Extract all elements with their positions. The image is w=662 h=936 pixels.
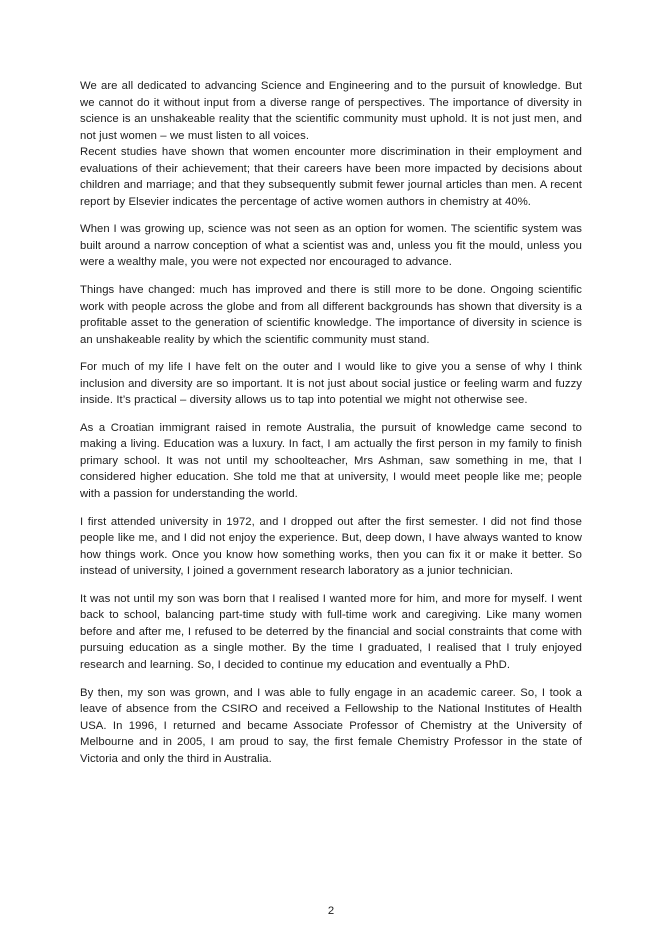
body-paragraph: As a Croatian immigrant raised in remote Australia, the pursuit of knowledge came second to making a living. Education was a luxury. In fact, I am actually the first person in my family to finish primary school. It was not until my schoolteacher, Mrs Ashman, saw something in me, that I considered higher education. She told me that at university, I would meet people like me; people with a passion for understanding the world. [80, 421, 582, 501]
body-paragraph: By then, my son was grown, and I was able to fully engage in an academic career. So, I took a leave of absence from the CSIRO and received a Fellowship to the National Institutes of Health USA. In 1996, I returned and became Associate Professor of Chemistry at the University of Melbourne and in 2005, I am proud to say, the first female Chemistry Professor in the state of Victoria and only the third in Australia. [80, 686, 582, 765]
body-paragraph: I first attended university in 1972, and I dropped out after the first semester. I did not find those people like me, and I did not enjoy the experience. But, deep down, I have always wanted to know how things work. Once you know how something works, then you can fix it or make it better. So instead of university, I joined a government research laboratory as a junior technician. [80, 515, 582, 578]
body-paragraph: Things have changed: much has improved and there is still more to be done. Ongoing scientific work with people across the globe and from all different backgrounds has shown that diversity is a profitable asset to the generation of scientific knowledge. The importance of diversity in science is an unshakeable reality by which the scientific community must stand. [80, 284, 582, 346]
body-paragraph: For much of my life I have felt on the outer and I would like to give you a sense of why I think inclusion and diversity are so important. It is not just about social justice or feeling warm and fuzzy inside. It’s practical – diversity allows us to tap into potential we might not otherwise see. [80, 361, 582, 407]
document-body [80, 78, 582, 767]
body-paragraph: When I was growing up, science was not seen as an option for women. The scientific system was built around a narrow conception of what a scientist was and, unless you fit the mould, unless you were a wealthy male, you were not expected nor encouraged to advance. [80, 223, 582, 269]
body-paragraph: It was not until my son was born that I realised I wanted more for him, and more for myself. I went back to school, balancing part-time study with full-time work and caregiving. Like many women before and after me, I refused to be deterred by the financial and social constraints that come with pursuing education as a single mother. By the time I graduated, I realised that I truly enjoyed research and learning. So, I decided to continue my education and eventually a PhD. [80, 592, 582, 671]
page-number: 2 [327, 905, 335, 917]
body-paragraph: We are all dedicated to advancing Science and Engineering and to the pursuit of knowledge. But we cannot do it without input from a diverse range of perspectives. The importance of diversity in science is an unshakeable reality that the scientific community must uphold. It is not just men, and not just women – we must listen to all voices. [80, 80, 582, 142]
body-paragraph: Recent studies have shown that women encounter more discrimination in their employment and evaluations of their achievement; that their careers have been more impacted by decisions about children and marriage; and that they subsequently submit fewer journal articles than men. A recent report by Elsevier indicates the percentage of active women authors in chemistry at 40%. [80, 146, 582, 208]
